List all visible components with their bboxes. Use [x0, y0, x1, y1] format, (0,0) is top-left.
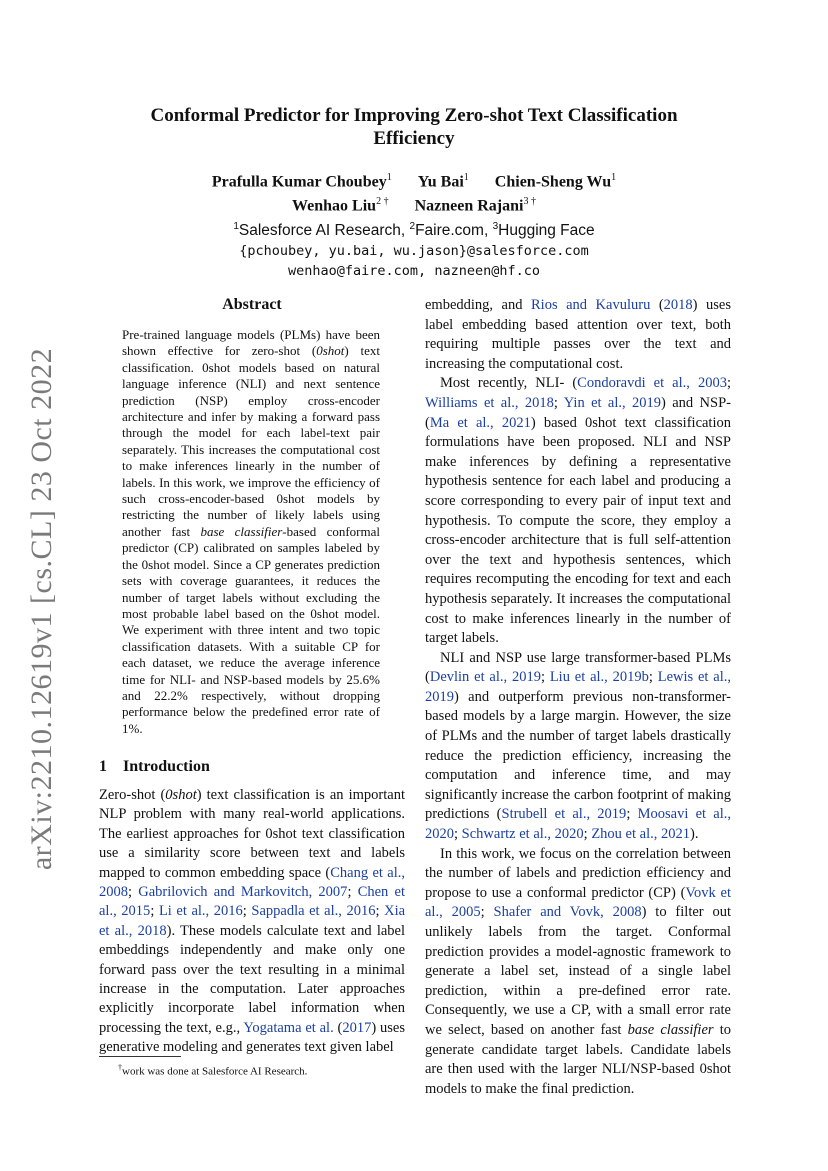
author-name: Nazneen Rajani: [414, 197, 524, 215]
citation-link[interactable]: Rios and Kavuluru: [531, 297, 651, 313]
author-row-2: [60, 192, 768, 216]
arxiv-stamp: [20, 347, 65, 871]
citation-link[interactable]: Lewis et al., 2019: [425, 669, 731, 705]
citation-link[interactable]: Yogatama et al.: [243, 1019, 334, 1036]
body-text: ) based 0shot text classification formulations have been proposed. NLI and NSP make inferences by defining a representative hypothesis sentence for each label and producing a score corresponding to every pair of input text and hypothesis. To compute the score, they employ a cross-encoder architecture that is full self-attention over the text and hypothesis sentences, which requires recomputing the encoding for text and each hypothesis separately. It increases the computational cost to make inferences linearly in the number of target labels.: [425, 414, 731, 647]
body-text: (: [650, 297, 664, 313]
abstract-text: ) text classification. 0shot models based on natural language inference (NLI) and next sentence prediction (NSP) employ cross-encoder architecture and infer by making a forward pass through the model for each label-text pair separately. This increases the computational cost to make inferences linearly in the number of labels. In this work, we improve the efficiency of such cross-encoder-based 0shot models by restricting the number of likely labels using another fast: [122, 343, 381, 539]
body-text: ). These models calculate text and label embeddings independently and make only one forward pass over the text resulting in a minimal increase in the computation. Later approaches explicitly incorporate label information when processing the text, e.g.,: [99, 922, 405, 1036]
citation-link[interactable]: Condoravdi et al., 2003: [577, 375, 727, 392]
author-affil-mark: 3 †: [523, 196, 536, 208]
footnote-mark: †: [118, 1063, 122, 1072]
author-affil-mark: 1: [463, 172, 469, 183]
abstract-body: [122, 327, 380, 737]
citation-link[interactable]: 2017: [342, 1019, 372, 1036]
body-text: ) to filter out unlikely labels from the target. Conformal prediction provides a model-agnostic framework to generate a label set, instead of a single label prediction, within a pre-defined error rate. Consequently, we use a CP, with a small error rate we select, based on another fast: [425, 904, 732, 1038]
citation-link[interactable]: Devlin et al., 2019: [429, 669, 541, 686]
body-text: ) and outperform previous non-transformer-based models by a large margin. However, the size of PLMs and the number of target labels drastically reduce the prediction efficiency, increasing the computation and inference time, and may significantly increase the carbon footprint of making predictions (: [425, 688, 731, 823]
abstract-emphasis: base classifier: [200, 523, 283, 539]
body-text: ;: [626, 806, 638, 823]
body-text: ) and NSP- (: [425, 394, 731, 431]
body-text: In this work, we focus on the correlation between the number of labels and prediction efficiency and propose to use a conformal predictor (CP) (: [425, 845, 731, 901]
citation-link[interactable]: 2018: [663, 297, 693, 313]
citation-link[interactable]: Schwartz et al., 2020: [461, 826, 584, 843]
body-text: (: [333, 1019, 343, 1036]
body-text: ;: [150, 903, 159, 920]
body-text: ;: [242, 903, 252, 920]
citation-link[interactable]: Vovk et al., 2005: [425, 884, 731, 921]
author-name: Chien-Sheng Wu: [494, 173, 612, 191]
affil-text: Faire.com,: [415, 221, 493, 239]
body-text: ;: [648, 669, 658, 686]
body-text: ;: [128, 884, 139, 901]
citation-link[interactable]: Liu et al., 2019b: [549, 669, 649, 686]
author-name: Yu Bai: [417, 173, 464, 191]
author-affil-mark: 1: [386, 172, 392, 183]
body-text: ;: [726, 375, 731, 392]
citation-link[interactable]: Strubell et al., 2019: [501, 806, 627, 823]
body-emphasis: base classifier: [627, 1021, 714, 1038]
author-block: [60, 168, 768, 281]
author-affil-mark: 2 †: [376, 196, 389, 208]
citation-link[interactable]: Li et al., 2016: [158, 903, 243, 920]
paragraph: [425, 374, 731, 648]
author-name: Prafulla Kumar Choubey: [211, 173, 387, 191]
author-affil-mark: 1: [611, 172, 617, 183]
paragraph: [425, 845, 731, 1100]
footnote-text: work was done at Salesforce AI Research.: [122, 1065, 308, 1078]
email-line-1: {pchoubey, yu.bai, wu.jason}@salesforce.com: [239, 242, 589, 259]
affil-text: Hugging Face: [498, 221, 595, 239]
introduction-body-right: [425, 296, 731, 1099]
body-text: ) uses label embedding based attention over text, both requiring multiple passes over the text and increasing the computational cost.: [425, 297, 731, 372]
affil-mark: 1: [233, 220, 239, 232]
section-title: Introduction: [123, 758, 210, 775]
arxiv-stamp-text: arXiv:2210.12619v1 [cs.CL] 23 Oct 2022: [25, 347, 59, 871]
abstract-emphasis: 0shot: [316, 343, 345, 359]
body-text: ;: [553, 394, 564, 411]
body-text: ;: [583, 826, 592, 843]
body-text: ;: [480, 904, 494, 921]
affil-mark: 2: [409, 220, 416, 232]
body-text: ;: [375, 903, 385, 920]
section-number: 1: [99, 758, 107, 775]
body-text: ) text classification is an important NLP problem with many real-world applications. The earliest approaches for 0shot text classification use a similarity score between text and labels mapped to common embedding space (: [99, 787, 405, 881]
body-text: ;: [454, 826, 462, 843]
email-line-2: wenhao@faire.com, nazneen@hf.co: [288, 262, 540, 279]
body-text: ;: [540, 669, 550, 686]
affil-mark: 3: [492, 220, 499, 232]
paragraph: [99, 786, 405, 1058]
abstract-text: Pre-trained language models (PLMs) have been shown effective for zero-shot (: [122, 327, 380, 359]
body-text: to generate candidate target labels. Candidate labels are then used with the larger NLI/NSP-based 0shot models to make the final prediction.: [425, 1021, 731, 1097]
paper-title: [100, 104, 728, 150]
body-emphasis: 0shot: [165, 787, 197, 803]
body-text: Zero-shot (: [99, 787, 166, 803]
citation-link[interactable]: Shafer and Vovk, 2008: [493, 904, 642, 921]
body-text: Most recently, NLI- (: [440, 375, 578, 392]
body-text: ).: [690, 826, 699, 843]
paragraph: [425, 649, 731, 845]
affiliations: [60, 217, 768, 241]
section-heading-introduction: [99, 758, 405, 776]
footnote-divider: [99, 1056, 181, 1057]
citation-link[interactable]: Chen et al., 2015: [99, 884, 406, 920]
citation-link[interactable]: Gabrilovich and Markovitch, 2007: [138, 884, 348, 901]
body-text: embedding, and: [425, 297, 532, 313]
introduction-body-left: [99, 786, 405, 1058]
citation-link[interactable]: Yin et al., 2019: [563, 394, 662, 411]
citation-link[interactable]: Xia et al., 2018: [99, 903, 406, 939]
body-text: ;: [347, 884, 358, 901]
abstract-text: -based conformal predictor (CP) calibrated on samples labeled by the 0shot model. Since a CP generates prediction sets with coverage guarantees, it reduces the number of target labels without excluding the most probable label based on the 0shot model. We experiment with three intent and two topic classification datasets. With a suitable CP for each dataset, we reduce the average inference time for NLI- and NSP-based models by 25.6% and 22.2% respectively, without dropping performance below the predefined error rate of 1%.: [122, 523, 380, 736]
title-line-2: Efficiency: [373, 128, 455, 149]
author-name: Wenhao Liu: [292, 197, 377, 215]
title-line-1: Conformal Predictor for Improving Zero-shot Text Classification: [150, 105, 678, 126]
citation-link[interactable]: Moosavi et al., 2020: [425, 806, 732, 843]
citation-link[interactable]: Sappadla et al., 2016: [251, 903, 376, 920]
citation-link[interactable]: Ma et al., 2021: [429, 414, 531, 431]
footnote: [118, 1061, 408, 1079]
body-text: ) uses generative modeling and generates text given label: [99, 1019, 405, 1056]
citation-link[interactable]: Chang et al., 2008: [99, 864, 405, 901]
abstract-heading: Abstract: [222, 296, 282, 313]
affil-text: Salesforce AI Research,: [238, 221, 410, 239]
body-text: NLI and NSP use large transformer-based PLMs (: [425, 649, 731, 686]
paragraph: [425, 296, 731, 374]
citation-link[interactable]: Zhou et al., 2021: [591, 826, 690, 843]
author-row-1: [60, 168, 768, 192]
citation-link[interactable]: Williams et al., 2018: [425, 394, 554, 411]
